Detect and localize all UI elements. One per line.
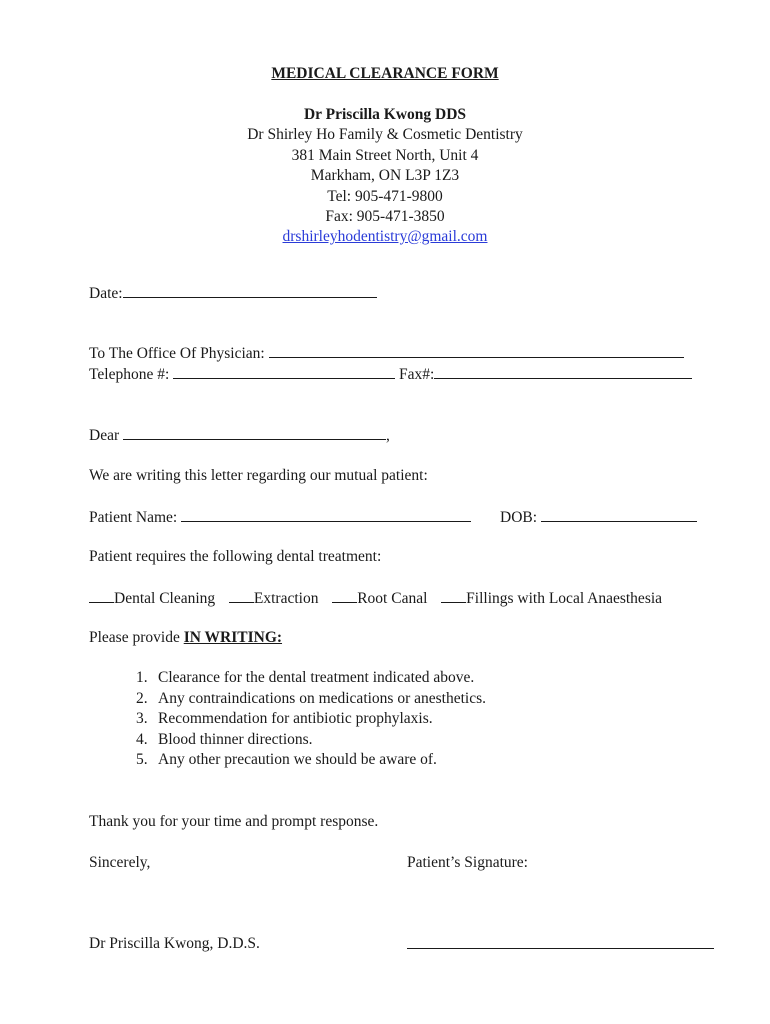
- treatment-options: [89, 588, 662, 609]
- dear-field[interactable]: [123, 425, 386, 440]
- telephone-row: [89, 364, 692, 385]
- signature-row: [407, 934, 714, 955]
- signer-name: Dr Priscilla Kwong, D.D.S.: [89, 935, 260, 952]
- dear-row: [89, 425, 390, 446]
- telephone-label: Telephone #:: [89, 366, 170, 383]
- list-item: 1. Clearance for the dental treatment indicated above.: [136, 669, 475, 686]
- dear-comma: ,: [386, 427, 390, 444]
- telephone-field[interactable]: [173, 364, 395, 379]
- email-link-text[interactable]: drshirleyhodentistry@gmail.com: [282, 228, 488, 245]
- date-field[interactable]: [123, 283, 377, 298]
- physician-row: [89, 343, 684, 364]
- date-label: Date:: [89, 285, 123, 302]
- provide-row: [89, 628, 282, 648]
- signature-label: Patient’s Signature:: [407, 854, 528, 871]
- treatment-check-extraction[interactable]: [229, 588, 254, 603]
- dear-label: Dear: [89, 427, 120, 444]
- list-item: 3. Recommendation for antibiotic prophylaxis.: [136, 710, 433, 727]
- list-item: 5. Any other precaution we should be aware of.: [136, 751, 437, 768]
- request-list: [136, 668, 486, 771]
- address-line-2: Markham, ON L3P 1Z3: [310, 167, 460, 184]
- practice-name: Dr Shirley Ho Family & Cosmetic Dentistry: [247, 126, 523, 143]
- thanks-text: Thank you for your time and prompt response.: [89, 813, 379, 830]
- signature-field[interactable]: [407, 934, 714, 949]
- email-link[interactable]: [0, 227, 770, 247]
- treatment-root-canal: Root Canal: [357, 590, 428, 607]
- treatment-check-cleaning[interactable]: [89, 588, 114, 603]
- fax-label: Fax#:: [399, 366, 435, 383]
- form-title: MEDICAL CLEARANCE FORM: [271, 65, 499, 82]
- treatment-check-fillings[interactable]: [441, 588, 466, 603]
- treatment-intro: Patient requires the following dental treatment:: [89, 548, 382, 565]
- sincerely-text: Sincerely,: [89, 854, 151, 871]
- provide-emphasis: IN WRITING:: [183, 629, 283, 646]
- treatment-check-root-canal[interactable]: [332, 588, 357, 603]
- patient-name-row: [89, 507, 471, 528]
- address-line-1: 381 Main Street North, Unit 4: [291, 147, 479, 164]
- provide-prefix: Please provide: [89, 629, 184, 646]
- fax-field[interactable]: [434, 364, 692, 379]
- telephone: Tel: 905-471-9800: [327, 188, 443, 205]
- dob-label: DOB:: [500, 509, 538, 526]
- patient-name-field[interactable]: [181, 507, 471, 522]
- physician-label: To The Office Of Physician:: [89, 345, 265, 362]
- patient-name-label: Patient Name:: [89, 509, 178, 526]
- doctor-name: Dr Priscilla Kwong DDS: [303, 106, 467, 123]
- fax: Fax: 905-471-3850: [325, 208, 445, 225]
- physician-field[interactable]: [269, 343, 684, 358]
- list-item: 2. Any contraindications on medications or anesthetics.: [136, 689, 486, 707]
- treatment-fillings: Fillings with Local Anaesthesia: [466, 590, 663, 607]
- treatment-cleaning: Dental Cleaning: [114, 590, 216, 607]
- dob-row: [500, 507, 697, 528]
- list-item: 4. Blood thinner directions.: [136, 730, 313, 748]
- intro-text: We are writing this letter regarding our mutual patient:: [89, 467, 428, 484]
- dob-field[interactable]: [541, 507, 697, 522]
- treatment-extraction: Extraction: [253, 590, 319, 607]
- date-row: [89, 283, 377, 304]
